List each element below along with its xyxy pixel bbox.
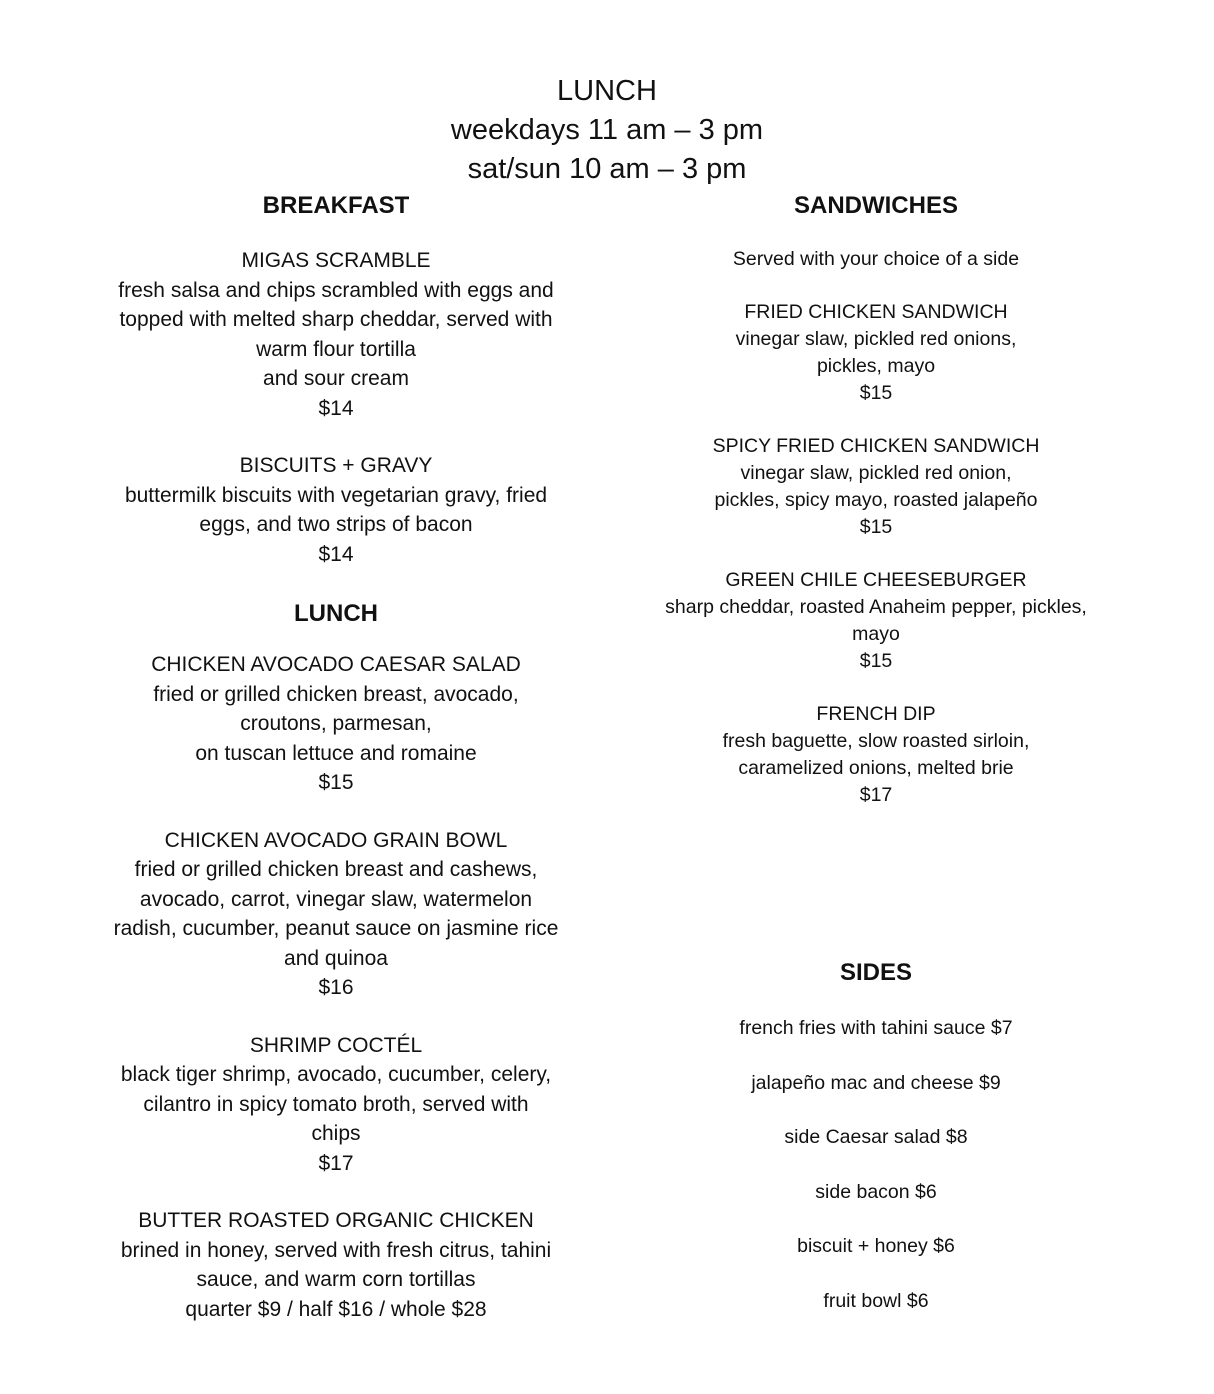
item-name: BUTTER ROASTED ORGANIC CHICKEN xyxy=(138,1209,534,1232)
side-item: jalapeño mac and cheese $9 xyxy=(751,1071,1001,1094)
item-description-line: black tiger shrimp, avocado, cucumber, celery, xyxy=(120,1063,552,1086)
hours-weekend: sat/sun 10 am – 3 pm xyxy=(467,153,747,185)
item-description-line: pickles, spicy mayo, roasted jalapeño xyxy=(714,489,1038,511)
item-name: SPICY FRIED CHICKEN SANDWICH xyxy=(712,435,1040,457)
item-description-line: cilantro in spicy tomato broth, served with xyxy=(143,1092,529,1116)
item-description-line: fresh baguette, slow roasted sirloin, xyxy=(722,730,1030,752)
lunch-section-title: LUNCH xyxy=(294,600,378,627)
menu-item-shrimp-coctel xyxy=(86,1031,586,1179)
item-price: $17 xyxy=(318,1151,354,1175)
item-name: CHICKEN AVOCADO CAESAR SALAD xyxy=(151,653,521,676)
item-description-line: caramelized onions, melted brie xyxy=(738,757,1014,779)
sandwiches-note: Served with your choice of a side xyxy=(732,248,1020,270)
item-description-line: sauce, and warm corn tortillas xyxy=(196,1268,476,1291)
item-description-line: on tuscan lettuce and romaine xyxy=(195,741,477,765)
menu-item-french-dip xyxy=(626,701,1126,809)
item-description-line: avocado, carrot, vinegar slaw, watermelon xyxy=(139,887,533,911)
item-price: $17 xyxy=(859,784,893,806)
item-price: $16 xyxy=(318,976,354,999)
menu-item-migas-scramble xyxy=(86,246,586,423)
item-description-line: mayo xyxy=(852,623,900,645)
item-name: CHICKEN AVOCADO GRAIN BOWL xyxy=(164,828,508,852)
item-description-line: and sour cream xyxy=(263,367,409,390)
side-item: side Caesar salad $8 xyxy=(784,1126,968,1148)
menu-item-biscuits-gravy xyxy=(86,451,586,569)
item-price: $14 xyxy=(318,396,354,420)
item-price: quarter $9 / half $16 / whole $28 xyxy=(185,1297,487,1321)
sides-section-title: SIDES xyxy=(839,959,913,986)
item-description-line: topped with melted sharp cheddar, served with xyxy=(119,308,553,331)
item-description-line: vinegar slaw, pickled red onion, xyxy=(740,462,1012,484)
item-price: $15 xyxy=(859,516,893,538)
item-name: SHRIMP COCTÉL xyxy=(249,1033,423,1057)
breakfast-section-title: BREAKFAST xyxy=(262,192,410,219)
sides-section xyxy=(626,955,1126,1342)
item-description-line: warm flour tortilla xyxy=(256,337,416,361)
item-name: FRIED CHICKEN SANDWICH xyxy=(744,301,1008,323)
item-description-line: radish, cucumber, peanut sauce on jasmine rice xyxy=(113,917,559,940)
menu-item-chicken-avocado-grain-bowl xyxy=(86,826,586,1003)
item-description-line: fried or grilled chicken breast, avocado, xyxy=(153,682,519,706)
item-price: $14 xyxy=(318,542,354,566)
item-name: FRENCH DIP xyxy=(816,703,936,725)
item-name: GREEN CHILE CHEESEBURGER xyxy=(725,569,1027,591)
item-description-line: and quinoa xyxy=(284,946,388,970)
menu-item-spicy-fried-chicken-sandwich xyxy=(626,433,1126,541)
right-column xyxy=(626,188,1126,809)
sandwiches-section-title: SANDWICHES xyxy=(793,192,958,219)
item-description-line: buttermilk biscuits with vegetarian gravy, fried xyxy=(124,483,548,507)
item-price: $15 xyxy=(859,382,893,404)
side-item: french fries with tahini sauce $7 xyxy=(739,1017,1013,1039)
item-name: MIGAS SCRAMBLE xyxy=(241,249,431,272)
item-description-line: sharp cheddar, roasted Anaheim pepper, pickles, xyxy=(665,596,1087,618)
menu-header xyxy=(0,72,1214,189)
item-description-line: fresh salsa and chips scrambled with eggs and xyxy=(118,278,554,302)
item-description-line: croutons, parmesan, xyxy=(240,712,432,735)
side-item: side bacon $6 xyxy=(815,1180,937,1203)
menu-item-green-chile-cheeseburger xyxy=(626,567,1126,675)
item-description-line: fried or grilled chicken breast and cashews, xyxy=(134,858,538,881)
menu-item-butter-roasted-organic-chicken xyxy=(86,1206,586,1324)
item-name: BISCUITS + GRAVY xyxy=(239,454,433,477)
menu-title: LUNCH xyxy=(557,75,657,107)
item-description-line: brined in honey, served with fresh citrus, tahini xyxy=(120,1238,552,1262)
item-price: $15 xyxy=(318,771,354,794)
item-description-line: eggs, and two strips of bacon xyxy=(199,513,473,536)
side-item: fruit bowl $6 xyxy=(823,1289,929,1312)
side-item: biscuit + honey $6 xyxy=(797,1235,955,1257)
menu-item-fried-chicken-sandwich xyxy=(626,299,1126,407)
item-description-line: vinegar slaw, pickled red onions, xyxy=(735,328,1017,350)
menu-item-chicken-avocado-caesar-salad xyxy=(86,650,586,798)
left-column xyxy=(86,188,586,1324)
item-description-line: chips xyxy=(311,1122,361,1145)
hours-weekdays: weekdays 11 am – 3 pm xyxy=(450,114,764,146)
item-description-line: pickles, mayo xyxy=(816,355,936,377)
item-price: $15 xyxy=(859,650,893,672)
